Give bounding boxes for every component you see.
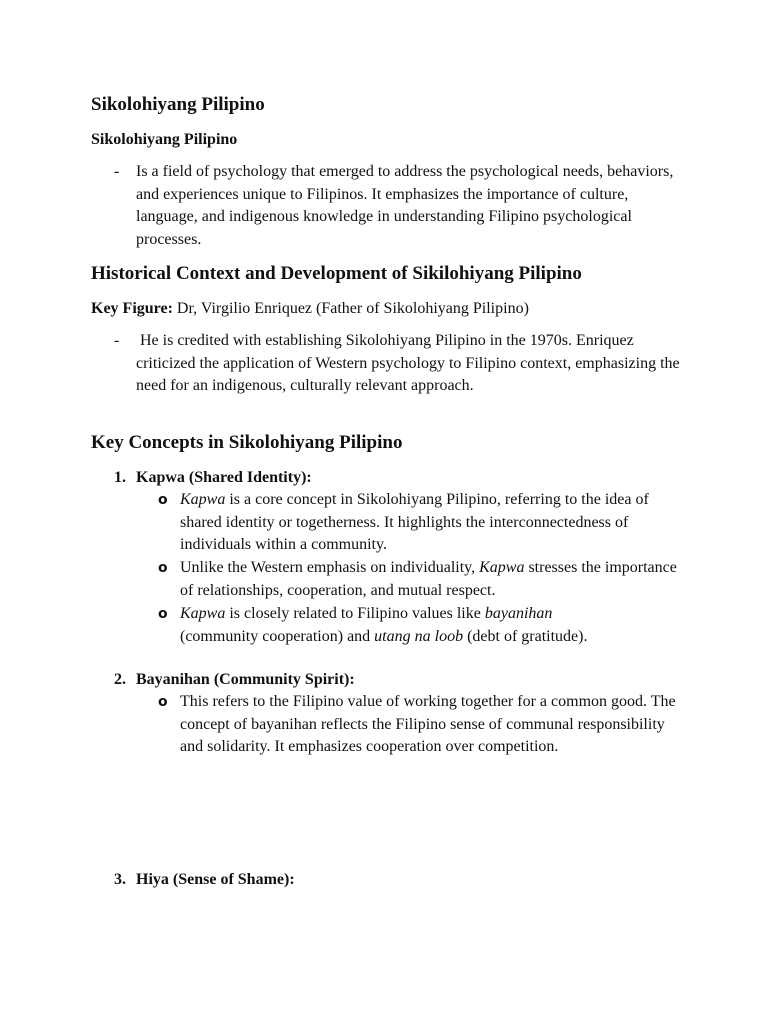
italic-term: Kapwa [180, 605, 226, 622]
concept-item-hiya [114, 869, 295, 891]
kapwa-point-3 [158, 603, 688, 648]
point-text [180, 489, 688, 557]
concept-item-bayanihan [114, 669, 355, 691]
key-figure-label: Key Figure: [91, 300, 173, 317]
item-number: 2. [114, 671, 126, 688]
point-body: (debt of gratitude). [463, 627, 588, 645]
kapwa-point-1 [158, 489, 688, 557]
history-bullet [114, 330, 694, 398]
bullet-marker: o [158, 492, 168, 508]
history-heading: Historical Context and Development of Sikilohiyang Pilipino [91, 263, 582, 284]
point-text: This refers to the Filipino value of working together for a common good. The concept of bayanihan reflects the Filipino sense of communal responsibility and solidarity. It emphasizes cooperation over competition. [180, 693, 676, 756]
point-body: stresses the importance of relationships, cooperation, and mutual respect. [180, 559, 677, 599]
point-body: (community cooperation) and [180, 627, 375, 645]
italic-term: bayanihan [484, 605, 553, 622]
item-number: 3. [114, 871, 126, 888]
intro-bullet [114, 161, 694, 252]
document-title: Sikolohiyang Pilipino [91, 94, 265, 115]
key-figure-line [91, 298, 529, 320]
item-title: Kapwa (Shared Identity): [136, 469, 312, 486]
item-title: Hiya (Sense of Shame): [136, 871, 295, 888]
bullet-marker: o [158, 560, 168, 576]
bullet-marker: o [158, 606, 168, 622]
dash-marker: - [114, 332, 120, 349]
concepts-heading: Key Concepts in Sikolohiyang Pilipino [91, 432, 403, 453]
history-text: He is credited with establishing Sikolohiyang Pilipino in the 1970s. Enriquez criticized the application of Western psychology to Filipino context, emphasizing the need for an indigenous, culturally relevant approach. [136, 332, 680, 395]
section-subtitle: Sikolohiyang Pilipino [91, 131, 238, 148]
intro-text: Is a field of psychology that emerged to address the psychological needs, behaviors, and experiences unique to Filipinos. It emphasizes the importance of culture, language, and indigenous knowledge in understanding Filipino psychological processes. [136, 163, 674, 249]
point-body: is a core concept in Sikolohiyang Pilipino, referring to the idea of shared identity or togetherness. It highlights the interconnectedness of individuals within a community. [180, 491, 649, 554]
italic-term: Kapwa [479, 559, 525, 576]
point-body: Unlike the Western emphasis on individuality, [180, 559, 480, 576]
point-text [180, 603, 688, 648]
key-figure-value: Dr, Virgilio Enriquez (Father of Sikolohiyang Pilipino) [172, 300, 529, 317]
point-body: is closely related to Filipino values like [225, 605, 485, 622]
italic-term: Kapwa [180, 491, 226, 508]
italic-term: utang na loob [374, 627, 464, 645]
item-number: 1. [114, 469, 126, 486]
point-text [180, 557, 688, 602]
bullet-marker: o [158, 694, 168, 710]
dash-marker: - [114, 163, 120, 180]
concept-item-kapwa [114, 467, 312, 489]
kapwa-point-2 [158, 557, 688, 602]
bayanihan-point-1 [158, 691, 688, 759]
item-title: Bayanihan (Community Spirit): [136, 671, 355, 688]
